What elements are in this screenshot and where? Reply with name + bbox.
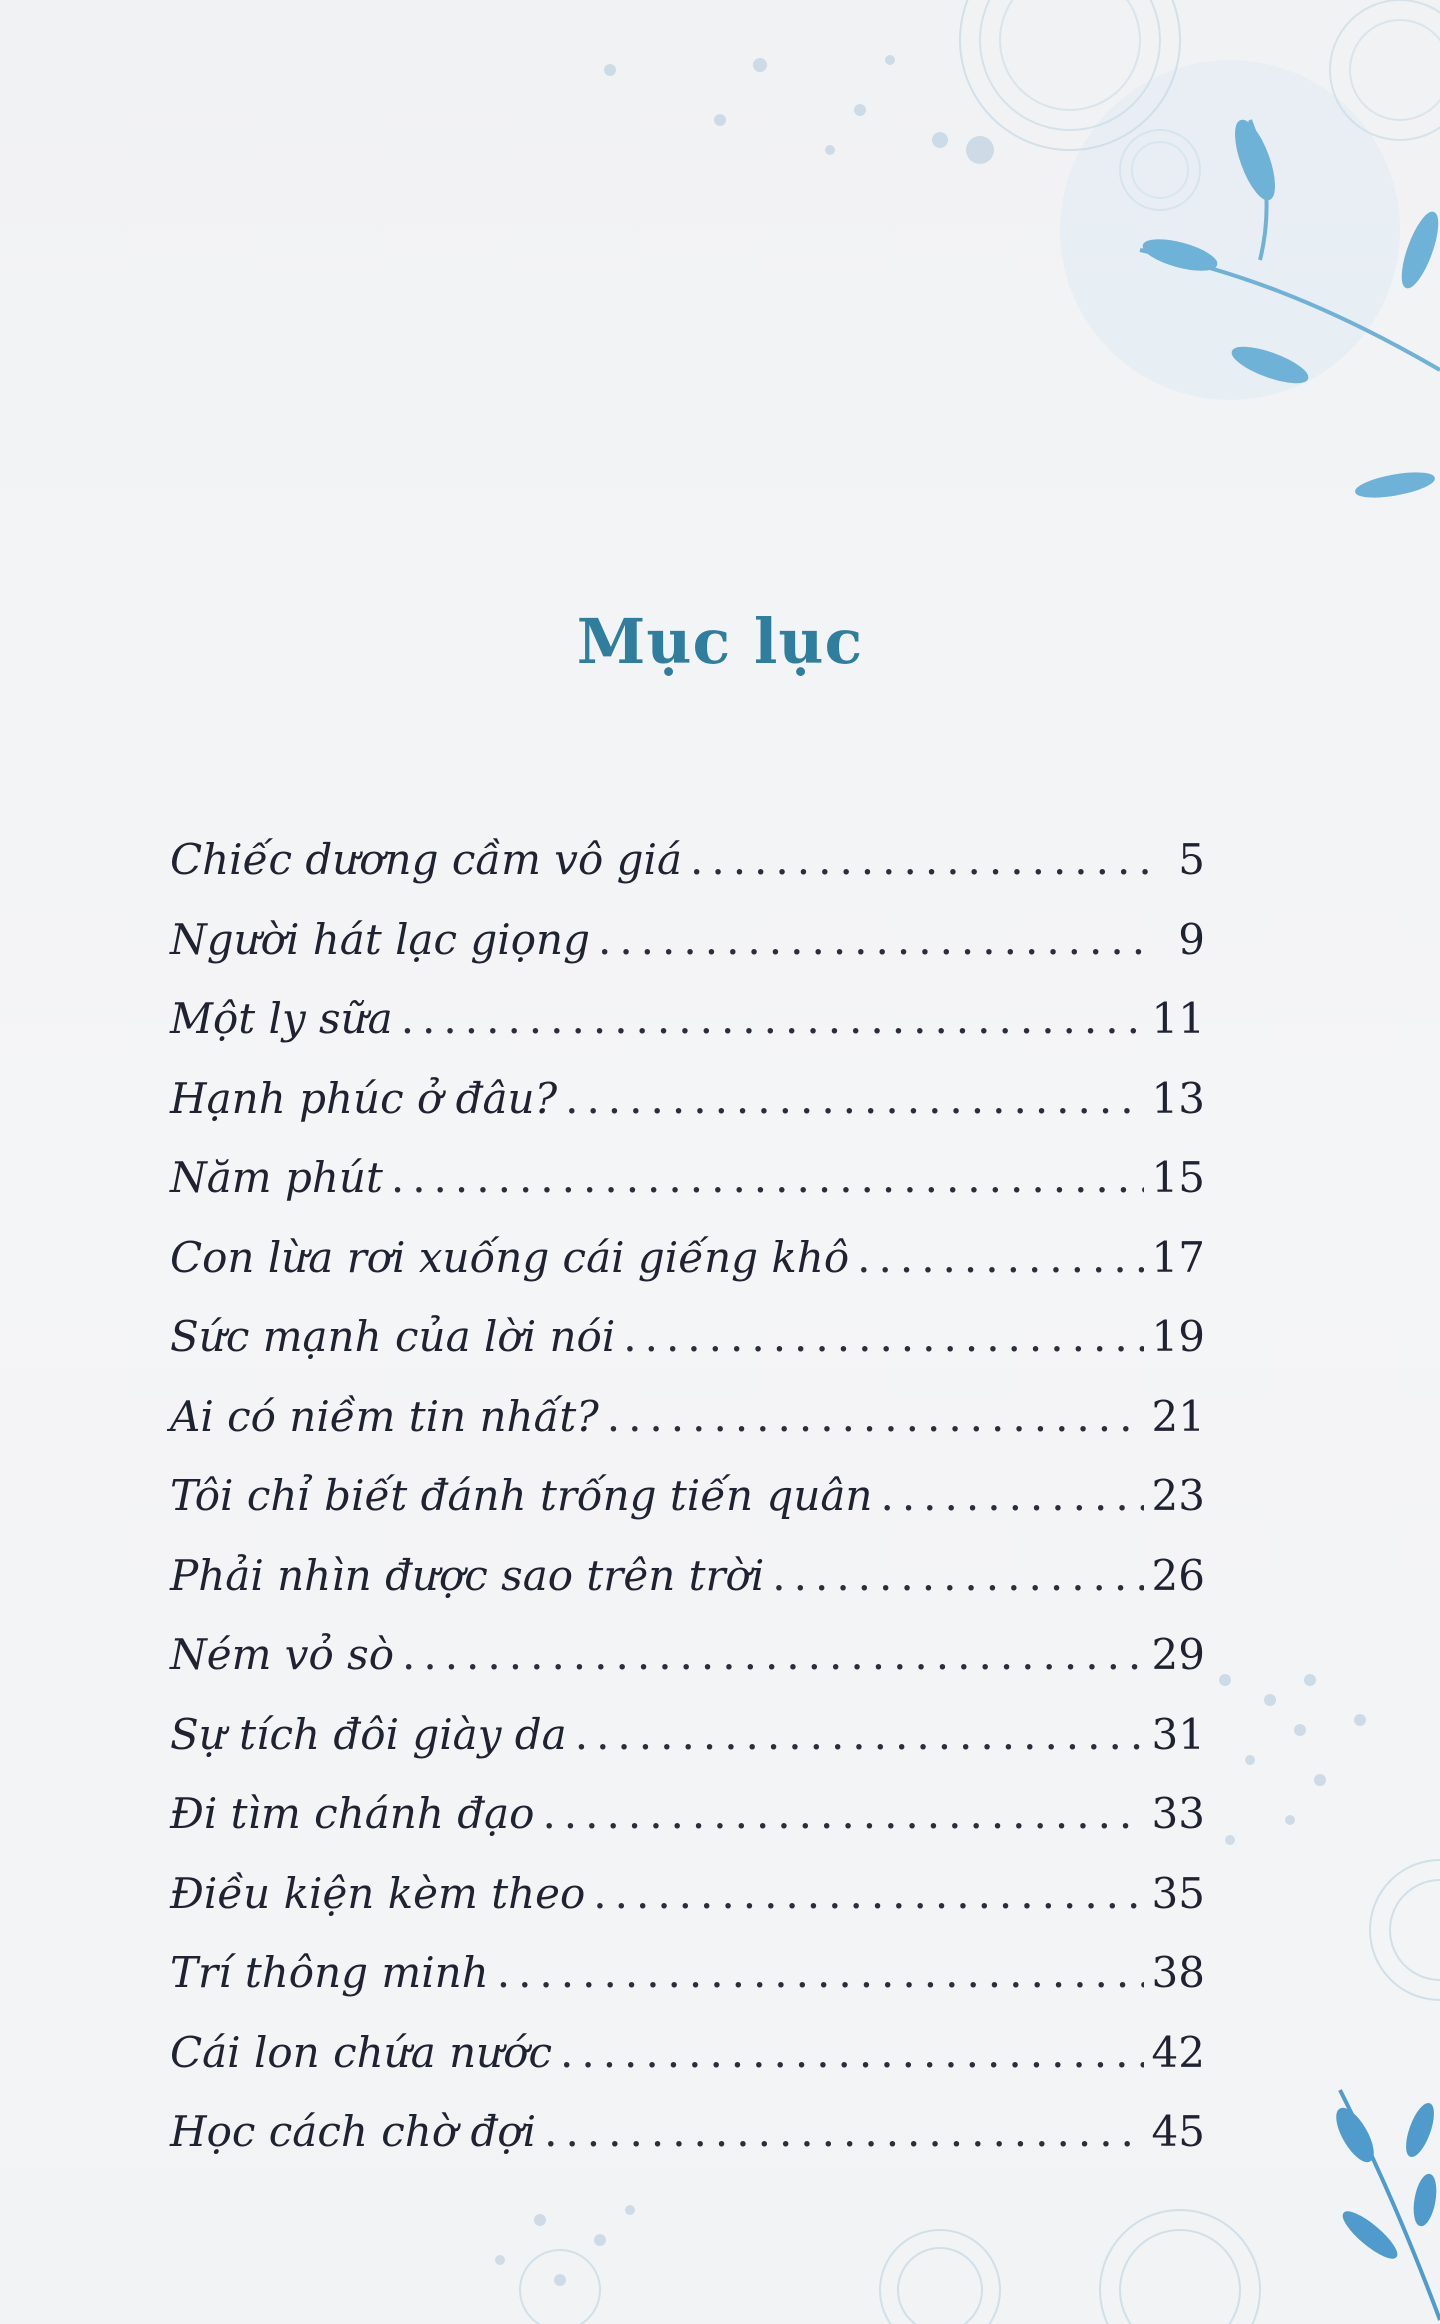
toc-heading: Mục lục — [576, 605, 864, 678]
dot-leader — [598, 915, 1157, 964]
dot-leader — [565, 1074, 1143, 1123]
toc-entry[interactable] — [170, 835, 1205, 915]
dot-leader — [391, 1153, 1144, 1202]
toc-entry-page: 23 — [1151, 1471, 1205, 1520]
toc-entry-title: Học cách chờ đợi — [170, 2107, 537, 2156]
dot-leader — [542, 1789, 1143, 1838]
dot-leader — [690, 835, 1157, 884]
toc-entry-title: Đi tìm chánh đạo — [170, 1789, 535, 1838]
dot-leader — [402, 1630, 1144, 1679]
scribble-circle-icon — [960, 0, 1440, 400]
toc-entry-title: Người hát lạc giọng — [170, 914, 590, 964]
dot-leader — [593, 1869, 1143, 1918]
toc-entry-page: 17 — [1151, 1232, 1205, 1282]
dot-leader — [560, 2028, 1144, 2077]
toc-entry-title: Phải nhìn được sao trên trời — [170, 1550, 765, 1600]
dot-leader — [544, 2107, 1143, 2156]
toc-entry[interactable] — [170, 1789, 1205, 1869]
toc-entry[interactable] — [170, 1392, 1205, 1472]
toc-entry[interactable] — [170, 1551, 1205, 1631]
table-of-contents — [170, 835, 1205, 2187]
toc-entry-title: Tôi chỉ biết đánh trống tiến quân — [170, 1471, 873, 1520]
dot-leader — [857, 1233, 1143, 1282]
toc-entry-page: 19 — [1151, 1312, 1205, 1361]
dot-leader — [497, 1948, 1144, 1997]
toc-entry-title: Cái lon chứa nước — [170, 2027, 552, 2077]
dot-leader — [401, 994, 1144, 1043]
toc-entry-title: Hạnh phúc ở đâu? — [170, 1073, 558, 1123]
toc-entry-title: Ném vỏ sò — [170, 1630, 394, 1679]
toc-entry[interactable] — [170, 2107, 1205, 2187]
toc-entry-title: Trí thông minh — [170, 1948, 489, 1997]
toc-entry-page: 9 — [1178, 914, 1205, 964]
dot-leader — [623, 1312, 1143, 1361]
toc-entry-title: Ai có niềm tin nhất? — [170, 1391, 599, 1441]
toc-entry-page: 21 — [1151, 1391, 1205, 1441]
toc-entry-page: 31 — [1151, 1709, 1205, 1759]
toc-entry-page: 45 — [1151, 2107, 1205, 2156]
toc-entry[interactable] — [170, 2028, 1205, 2108]
toc-entry-title: Năm phút — [170, 1153, 383, 1202]
toc-entry-title: Con lừa rơi xuống cái giếng khô — [170, 1232, 850, 1282]
toc-entry-title: Sự tích đôi giày da — [170, 1709, 567, 1759]
dot-leader — [575, 1710, 1144, 1759]
toc-entry[interactable] — [170, 1233, 1205, 1313]
toc-entry[interactable] — [170, 1312, 1205, 1392]
toc-entry-title: Một ly sữa — [170, 994, 393, 1043]
leaf-branch-icon — [1330, 2090, 1440, 2320]
toc-entry-page: 26 — [1151, 1550, 1205, 1600]
toc-entry-page: 5 — [1178, 835, 1205, 884]
toc-entry-title: Điều kiện kèm theo — [170, 1868, 586, 1918]
dot-leader — [772, 1551, 1143, 1600]
toc-entry-title: Sức mạnh của lời nói — [170, 1312, 616, 1361]
toc-entry-page: 11 — [1151, 994, 1205, 1043]
toc-entry[interactable] — [170, 1869, 1205, 1949]
toc-entry[interactable] — [170, 915, 1205, 995]
toc-entry-page: 15 — [1151, 1153, 1205, 1202]
toc-entry-page: 29 — [1151, 1630, 1205, 1679]
toc-entry[interactable] — [170, 1948, 1205, 2028]
toc-entry-page: 13 — [1151, 1073, 1205, 1123]
toc-entry-page: 42 — [1151, 2027, 1205, 2077]
toc-entry-title: Chiếc dương cầm vô giá — [170, 835, 682, 884]
toc-entry-page: 35 — [1151, 1868, 1205, 1918]
dot-leader — [880, 1471, 1143, 1520]
dot-leader — [607, 1392, 1144, 1441]
toc-entry-page: 38 — [1151, 1948, 1205, 1997]
toc-entry[interactable] — [170, 1074, 1205, 1154]
toc-entry[interactable] — [170, 1630, 1205, 1710]
toc-entry[interactable] — [170, 1153, 1205, 1233]
toc-entry[interactable] — [170, 1710, 1205, 1790]
toc-entry[interactable] — [170, 994, 1205, 1074]
toc-entry[interactable] — [170, 1471, 1205, 1551]
toc-entry-page: 33 — [1151, 1789, 1205, 1838]
